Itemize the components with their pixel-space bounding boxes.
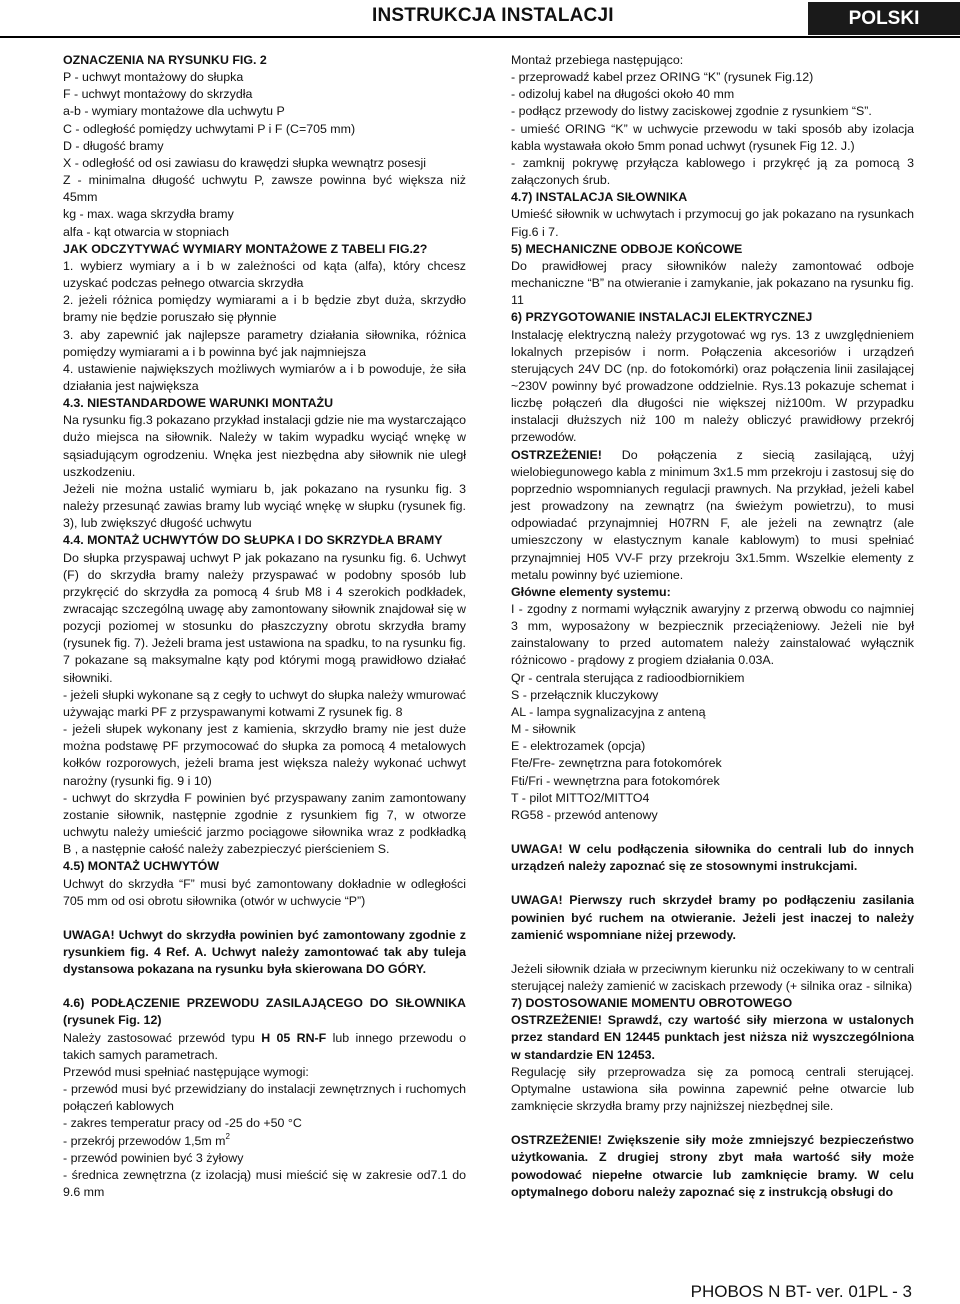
paragraph [63,327,466,361]
section-heading [63,995,466,1029]
paragraph [511,670,914,687]
paragraph-text: P - uchwyt montażowy do słupka [63,70,244,85]
paragraph [63,138,466,155]
paragraph-text: AL - lampa sygnalizacyjna z anteną [511,704,706,719]
paragraph-text: - jeżeli słupek wykonany jest z kamienia, skrzydło bramy nie jest duże można podstawę PF przymocować do słupka za pomocą 4 metalowych kołków rozporowych, jeżeli brama jest większa należy wykonać uchwyt narożny (rysunki fig. 9 i 10) [63,722,466,788]
paragraph-text: Qr - centrala sterująca z radioodbiornikiem [511,670,745,685]
paragraph-text: Z - minimalna długość uchwytu P, zawsze powinna być większa niż 45mm [63,173,466,205]
paragraph [511,1064,914,1115]
superscript: 2 [225,1131,230,1141]
paragraph-text: Do słupka przyspawaj uchwyt P jak pokazano na rysunku fig. 6. Uchwyt (F) do skrzydła bramy należy przyspawać w podobny sposób lub przykręcić do skrzydła za pomocą 4 śrub M8 i 4 szerokich podkładek, zwracając szczególną uwagę aby zamontowany siłownik znajdował się w pozycji poziomej w stosunku do płaszczyzny obrotu skrzydła bramy (rysunek fig. 7). Jeżeli brama jest ustawiona na spadku, to na rysunku fig. 7 pokazane są maksymalne kąty pod którymi mogą prawidłowo działać siłowniki. [63,550,466,685]
paragraph-text: 3. aby zapewnić jak najlepsze parametry działania siłownika, różnica pomiędzy wymiarami a i b powinna być jak najmniejsza [63,327,466,359]
paragraph-text: 4.5) MONTAŻ UCHWYTÓW [63,859,220,874]
paragraph-text: a-b - wymiary montażowe dla uchwytu P [63,104,285,119]
paragraph-spacer [63,978,466,995]
paragraph-text: - odizoluj kabel na długości około 40 mm [511,87,735,102]
paragraph-text: Regulację siły przeprowadza się za pomocą centrali sterującej. Optymalne ustawiona siła powinna zapewnić pełne otwarcie lub zamknięcie skrzydła bramy przy najniższej niezbędnej sile. [511,1064,914,1114]
page-header-title: INSTRUKCJA INSTALACJI [372,5,614,26]
paragraph-spacer [63,910,466,927]
paragraph-text: 1. wybierz wymiary a i b w zależności od kąta (alfa), który chcesz uzyskać podczas pełnego otwarcia skrzydła [63,258,466,291]
paragraph-text: 6) PRZYGOTOWANIE INSTALACJI ELEKTRYCZNEJ [511,310,813,325]
paragraph-text: OSTRZEŻENIE! Sprawdź, czy wartość siły mierzona w ustalonych przez standard EN 12445 punktach jest niższa niż wyszczególniona w standardzie EN 12453. [511,1013,914,1062]
paragraph [63,550,466,687]
paragraph [63,103,466,120]
paragraph-text: UWAGA! Uchwyt do skrzydła powinien być zamontowany zgodnie z rysunkiem fig. 4 Ref. A. Uchwyt należy zamontować tak aby tuleja dystansowa pokazana na rysunku była skierowana DO GÓRY. [63,927,466,977]
paragraph-text: RG58 - przewód antenowy [511,807,658,822]
paragraph-text: Jeżeli nie można ustalić wymiaru b, jak pokazano na rysunku fig. 3 należy przesunąć zawias bramy lub wyciąć wnękę w słupku (rysunek fig. 3), lub zwiększyć długość uchwytu [63,481,466,531]
paragraph-text: Umieść siłownik w uchwytach i przymocuj go jak pokazano na rysunkach Fig.6 i 7. [511,207,914,239]
section-heading [63,395,466,412]
section-heading [511,309,914,326]
paragraph-text: 5) MECHANICZNE ODBOJE KOŃCOWE [511,241,743,256]
paragraph-text: kg - max. waga skrzydła bramy [63,207,234,222]
paragraph [63,1133,466,1150]
paragraph-text: 4.4. MONTAŻ UCHWYTÓW DO SŁUPKA I DO SKRZYDŁA BRAMY [63,533,443,548]
paragraph-text: M - siłownik [511,722,576,737]
paragraph-text: T - pilot MITTO2/MITTO4 [511,790,650,805]
paragraph-text: C - odległość pomiędzy uchwytami P i F (C=705 mm) [63,121,356,136]
paragraph-text: Uchwyt do skrzydła “F” musi być zamontowany dokładnie w odległości 705 mm od osi obrotu siłownika (otwór w uchwycie “P”) [63,876,466,908]
paragraph [63,361,466,395]
paragraph-text: 7) DOSTOSOWANIE MOMENTU OBROTOWEGO [511,996,793,1011]
paragraph [511,52,914,69]
paragraph [511,258,914,309]
paragraph [63,172,466,206]
bold-text: OSTRZEŻENIE! [511,447,602,462]
paragraph [63,1030,466,1064]
paragraph [63,292,466,326]
paragraph [63,1081,466,1115]
paragraph [63,1064,466,1081]
paragraph [63,258,466,292]
paragraph-text: - przewód powinien być 3 żyłowy [63,1150,244,1165]
paragraph [63,412,466,481]
paragraph-text: Montaż przebiega następująco: [511,53,684,67]
section-heading [511,1132,914,1201]
paragraph-text: X - odległość od osi zawiasu do krawędzi słupka wewnątrz posesji [63,155,426,170]
paragraph [63,687,466,721]
paragraph-text: 2. jeżeli różnica pomiędzy wymiarami a i b będzie zbyt duża, skrzydło bramy nie będzie poruszało się płynnie [63,293,466,325]
paragraph-text: JAK ODCZYTYWAĆ WYMIARY MONTAŻOWE Z TABELI FIG.2? [63,241,428,256]
paragraph-text: UWAGA! Pierwszy ruch skrzydeł bramy po podłączeniu zasilania powinien być ruchem na otwieranie. Jeżeli jest inaczej to należy zamienić wspomniane niżej przewody. [511,893,914,942]
paragraph [63,1167,466,1201]
section-heading [63,532,466,549]
paragraph-text: Należy zastosować przewód typu [63,1030,262,1045]
paragraph [63,206,466,223]
paragraph-text: 4.7) INSTALACJA SIŁOWNIKA [511,190,688,205]
paragraph [511,155,914,189]
paragraph-text: Instalację elektryczną należy przygotować wg rys. 13 z uwzględnieniem lokalnych przepisów i norm. Połączenia akcesoriów i urządzeń sterujących 24V DC (np. do fotokomórki) oraz połączenia linii zasilającej ~230V powinny być prowadzone oddzielnie. Rys.13 pokazuje schemat i liczbę połączeń dla długości nie większej niż100m. W przypadku instalacji dłuższych niż 100 m należy obliczyć prawidłowy przekrój przewodów. [511,327,914,445]
section-heading [63,241,466,258]
paragraph-text: Fte/Fre- zewnętrzna para fotokomórek [511,756,722,771]
paragraph [511,601,914,670]
paragraph [511,103,914,120]
paragraph [511,121,914,155]
section-heading [63,52,466,69]
section-heading [511,1012,914,1063]
paragraph [511,738,914,755]
paragraph [511,687,914,704]
paragraph-spacer [511,875,914,892]
paragraph [511,206,914,240]
paragraph-text: - zamknij pokrywę przyłącza kablowego i przykręć ją za pomocą 3 załączonych śrub. [511,155,914,188]
paragraph-text: Jeżeli siłownik działa w przeciwnym kierunku niż oczekiwany to w centrali sterującej należy zamienić w zaciskach przewody (+ silnika oraz - silnika) [511,961,914,993]
paragraph [63,876,466,910]
paragraph-text: - jeżeli słupki wykonane są z cegły to uchwyt do słupka należy wmurować używając marki PF z przyspawanymi kotwami Z rysunek fig. 8 [63,687,466,719]
section-heading [511,189,914,206]
paragraph [511,447,914,584]
paragraph [63,121,466,138]
paragraph [511,704,914,721]
paragraph-text: alfa - kąt otwarcia w stopniach [63,224,229,239]
paragraph [511,69,914,86]
paragraph-text: - przeprowadź kabel przez ORING “K” (rysunek Fig.12) [511,70,814,85]
paragraph-text: lub innego przewodu o takich samych parametrach. [63,1030,466,1062]
paragraph-text: Do połączenia z siecią zasilającą, użyj wielobiegunowego kabla z minimum 3x1.5 mm przekroju i zastosuj się do poprzednio wspomnianych regulacji prawnych. Na przykład, jeżeli kabel jest prowadzony na zewnątrz (na świeżym powietrzu), to musi odpowiadać przynajmniej H07RN F, ale jeżeli na zewnątrz (ale umieszczony w elastycznym kanale kablowym) to musi spełniać przynajmniej H05 VV-F przy przekroju 3x1.5mm. Wszelkie elementy z metalu powinny być uziemione. [511,447,914,582]
paragraph [511,86,914,103]
paragraph [511,961,914,995]
bold-text: H 05 RN-F [261,1030,327,1045]
header-bar [0,2,960,38]
language-badge: POLSKI [808,2,960,35]
paragraph [63,224,466,241]
paragraph [63,1115,466,1132]
paragraph [63,69,466,86]
paragraph-text: OZNACZENIA NA RYSUNKU FIG. 2 [63,53,267,67]
paragraph [511,790,914,807]
paragraph [511,721,914,738]
paragraph-text: - podłącz przewody do listwy zaciskowej zgodnie z rysunkiem “S”. [511,104,872,119]
paragraph-text: - umieść ORING “K” w uchwycie przewodu w taki sposób aby izolacja kabla wystawała około 5mm ponad uchwyt (rysunek Fig 12. J.) [511,121,914,153]
paragraph-spacer [511,824,914,841]
paragraph [63,155,466,172]
paragraph-text: D - długość bramy [63,138,164,153]
paragraph [63,481,466,532]
section-heading [511,995,914,1012]
paragraph-text: - uchwyt do skrzydła F powinien być przyspawany zanim zamontowany zostanie siłownik, następnie zgodnie z rysunkiem fig 7, w otworze uchwytu należy umieścić jarzmo pociągowe siłownika wraz z podkładką B , a następnie całość należy zabezpieczyć pierścieniem S. [63,790,466,857]
paragraph-text: Główne elementy systemu: [511,584,671,599]
section-heading [63,927,466,978]
paragraph [63,86,466,103]
paragraph-text: UWAGA! W celu podłączenia siłownika do centrali lub do innych urządzeń należy zapoznać się ze stosownymi instrukcjami. [511,842,914,874]
paragraph-text: S - przełącznik kluczykowy [511,687,659,702]
paragraph-spacer [511,944,914,961]
paragraph-text: - zakres temperatur pracy od -25 do +50 °C [63,1116,302,1131]
paragraph-text: Fti/Fri - wewnętrzna para fotokomórek [511,773,720,788]
paragraph-text: - przekrój przewodów 1,5m m [63,1133,226,1148]
paragraph [63,790,466,859]
left-column [63,52,466,1201]
right-column [511,52,914,1201]
section-heading [511,584,914,601]
section-heading [511,241,914,258]
paragraph-text: I - zgodny z normami wyłącznik awaryjny z przerwą obwodu co najmniej 3 mm, wyposażony w bezpiecznik przeciążeniowy. Jeżeli nie był zainstalowany to przed automatem należy zainstalować wyłącznik różnicowo - prądowy z progiem działania 0.03A. [511,602,914,668]
paragraph-text: - średnica zewnętrzna (z izolacją) musi mieścić się w zakresie od7.1 do 9.6 mm [63,1167,466,1199]
paragraph [511,755,914,772]
paragraph [511,773,914,790]
paragraph-text: Do prawidłowej pracy siłowników należy zamontować odboje mechaniczne “B” na otwieranie i zamykanie, jak pokazano na rysunku fig. 11 [511,258,914,308]
paragraph-text: - przewód musi być przewidziany do instalacji zewnętrznych i ruchomych połączeń kablowych [63,1082,466,1114]
paragraph-text: E - elektrozamek (opcja) [511,739,646,754]
paragraph-text: 4.3. NIESTANDARDOWE WARUNKI MONTAŻU [63,396,334,411]
section-heading [63,858,466,875]
paragraph-text: OSTRZEŻENIE! Zwiększenie siły może zmniejszyć bezpieczeństwo użytkowania. Z drugiej strony zbyt mała wartość siły może powodować niepełne otwarcie lub zamknięcie bramy. W celu optymalnego doboru należy zapoznać się z instrukcją obsługi do [511,1133,914,1199]
paragraph-text: 4.6) PODŁĄCZENIE PRZEWODU ZASILAJĄCEGO DO SIŁOWNIKA (rysunek Fig. 12) [63,996,466,1028]
paragraph-text: Przewód musi spełniać następujące wymogi: [63,1064,309,1079]
page-footer: PHOBOS N BT- ver. 01PL - 3 [690,1282,912,1301]
paragraph-text: Na rysunku fig.3 pokazano przykład instalacji gdzie nie ma wystarczająco dużo miejsca na siłownik. Należy w takim wypadku wyciąć wnękę w sąsiadującym ogrodzeniu. Wnęka jest niezbędna aby siłownik nie uległ uszkodzeniu. [63,413,466,479]
paragraph-spacer [511,1115,914,1132]
paragraph [63,1150,466,1167]
section-heading [511,841,914,875]
section-heading [511,892,914,943]
paragraph-text: 4. ustawienie największych możliwych wymiarów a i b powoduje, że siła działania jest największa [63,361,466,393]
paragraph [63,721,466,790]
paragraph [511,807,914,824]
paragraph-text: F - uchwyt montażowy do skrzydła [63,87,253,102]
paragraph [511,327,914,447]
